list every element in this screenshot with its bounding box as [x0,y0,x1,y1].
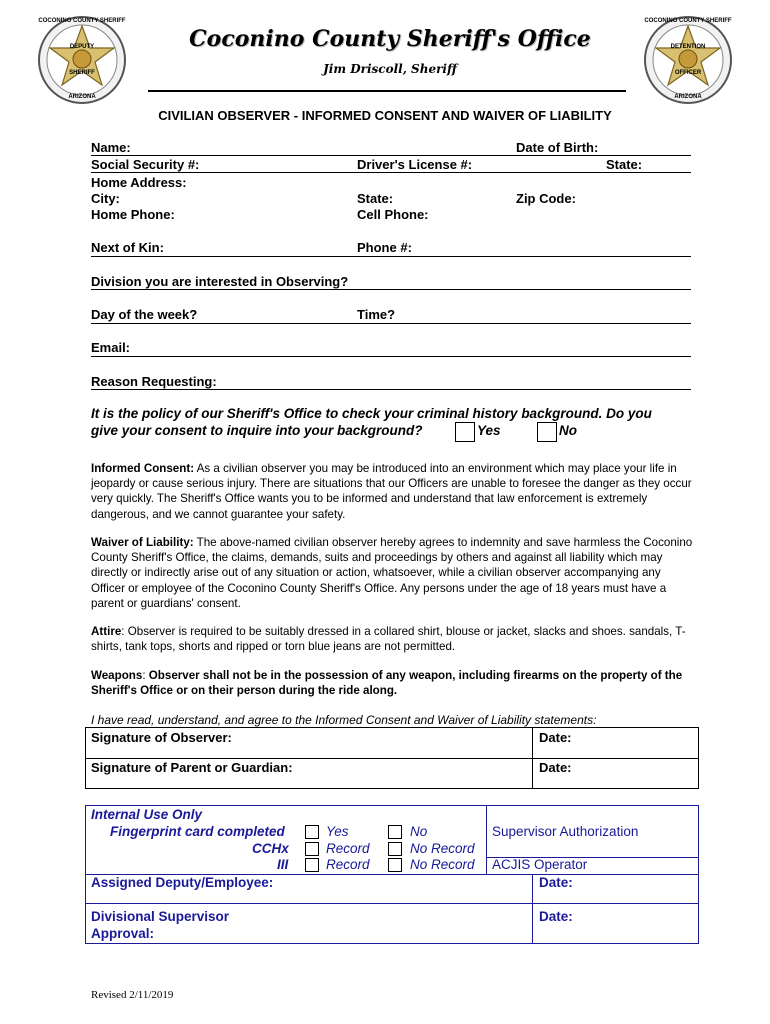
attire-paragraph [91,624,695,654]
drivers-license-label: Driver's License #: [357,157,473,172]
sheriff-badge-left [24,14,140,106]
badge-left-center-top: DEPUTY [69,44,95,50]
iii-no-record-checkbox[interactable] [388,858,402,872]
name-label: Name: [91,140,131,155]
internal-use-heading: Internal Use Only [91,807,203,822]
weapons-separator: : [142,669,149,682]
attire-label: Attire [91,625,122,638]
zip-label: Zip Code: [516,191,576,206]
consent-no-checkbox[interactable] [537,422,557,442]
fingerprint-yes-checkbox[interactable] [305,825,319,839]
fingerprint-no-checkbox[interactable] [388,825,402,839]
iii-no-record-label: No Record [410,857,475,872]
fingerprint-no-label: No [410,824,428,839]
informed-consent-text: As a civilian observer you may be introduced into an environment which may place your life in jeopardy or cause serious injury. There are situations that our Officers are unable to foresee the danger as they occur very quickly. The Sheriff's Office wants you to be informed and understand that law enforcement is extremely dangerous, and we cannot guarantee your safety. [91,462,692,521]
fingerprint-label: Fingerprint card completed [110,824,285,839]
ssn-line[interactable] [91,172,691,173]
divisional-supervisor-label: Divisional Supervisor [91,909,230,924]
cell-phone-label: Cell Phone: [357,207,429,222]
approval-date-label: Date: [539,909,573,924]
day-label: Day of the week? [91,307,198,322]
guardian-date-label: Date: [539,760,572,775]
sheriff-star-icon [630,14,746,106]
time-label: Time? [357,307,396,322]
acjis-operator-label: ACJIS Operator [492,857,588,872]
city-state-label: State: [357,191,394,206]
observer-date-label: Date: [539,730,572,745]
badge-right-center-top: DETENTION [670,44,706,50]
fingerprint-yes-label: Yes [326,824,349,839]
assigned-deputy-label: Assigned Deputy/Employee: [91,875,274,890]
home-address-label: Home Address: [91,175,187,190]
iii-label: III [277,857,289,872]
policy-line-2: give your consent to inquire into your background? [91,423,423,438]
guardian-signature-field[interactable] [86,758,532,787]
header-rule [148,90,626,92]
revision-footer: Revised 2/11/2019 [91,989,174,1001]
informed-consent-label: Informed Consent: [91,462,195,475]
form-title: CIVILIAN OBSERVER - INFORMED CONSENT AND WAIVER OF LIABILITY [158,108,612,123]
consent-yes-checkbox[interactable] [455,422,475,442]
acknowledge-statement: I have read, understand, and agree to the Informed Consent and Waiver of Liability statements: [91,713,597,727]
cchx-no-record-label: No Record [410,841,475,856]
dob-label: Date of Birth: [516,140,599,155]
cchx-no-record-checkbox[interactable] [388,842,402,856]
sheriff-name: Jim Driscoll, Sheriff [323,62,457,76]
division-line[interactable] [91,289,691,290]
badge-left-top-text: COCONINO COUNTY SHERIFF [38,18,126,24]
state-label: State: [606,157,643,172]
ssn-label: Social Security #: [91,157,200,172]
weapons-text: Observer shall not be in the possession of any weapon, including firearms on the property of the Sheriff's Office or on their person during the ride along. [91,669,683,698]
weapons-paragraph [91,668,695,698]
observer-signature-field[interactable] [86,728,532,757]
internal-divider-2 [532,874,533,943]
badge-right-center-bottom: OFFICER [674,70,702,76]
consent-no-label: No [559,423,577,438]
name-line[interactable] [91,155,691,156]
weapons-label: Weapons [91,669,143,682]
day-line[interactable] [91,323,691,324]
assigned-date-label: Date: [539,875,573,890]
informed-consent-paragraph [91,461,695,522]
badge-right-bottom-text: ARIZONA [674,94,702,100]
badge-left-bottom-text: ARIZONA [68,94,96,100]
waiver-paragraph [91,535,695,611]
observer-signature-label: Signature of Observer: [91,730,232,745]
supervisor-authorization-label: Supervisor Authorization [492,824,639,839]
email-label: Email: [91,340,131,355]
next-of-kin-line[interactable] [91,256,691,257]
home-phone-label: Home Phone: [91,207,175,222]
iii-record-label: Record [326,857,370,872]
sheriff-badge-right [630,14,746,106]
reason-label: Reason Requesting: [91,374,217,389]
internal-row-2 [86,903,698,904]
attire-text: : Observer is required to be suitably dressed in a collared shirt, blouse or jacket, slacks and shoes. sandals, T-shirts, tank tops, shorts and ripped or torn blue jeans are not permitted. [91,625,686,654]
approval-label: Approval: [91,926,155,941]
badge-left-center-bottom: SHERIFF [69,70,95,76]
policy-line-1: It is the policy of our Sheriff's Office to check your criminal history background. Do you [91,406,652,421]
waiver-text: The above-named civilian observer hereby agrees to indemnity and save harmless the Coconino County Sheriff's Office, the claims, demands, suits and proceedings by others and against all liability which may directly or indirectly arise out of any situation or action, whatsoever, while a civilian observer accompanying any Officer or employee of the Coconino County Sheriff's Office. Any persons under the age of 18 years must have a parent or guardians' consent. [91,536,693,610]
office-title: Coconino County Sheriff's Office [189,26,591,52]
cchx-record-checkbox[interactable] [305,842,319,856]
cchx-record-label: Record [326,841,370,856]
badge-right-top-text: COCONINO COUNTY SHERIFF [644,18,732,24]
city-label: City: [91,191,120,206]
division-label: Division you are interested in Observing? [91,274,349,289]
consent-yes-label: Yes [477,423,501,438]
sheriff-star-icon [24,14,140,106]
internal-divider-1 [486,806,487,874]
waiver-label: Waiver of Liability: [91,536,194,549]
next-of-kin-label: Next of Kin: [91,240,164,255]
guardian-signature-label: Signature of Parent or Guardian: [91,760,293,775]
email-line[interactable] [91,356,691,357]
phone-label: Phone #: [357,240,412,255]
iii-record-checkbox[interactable] [305,858,319,872]
reason-line[interactable] [91,389,691,390]
cchx-label: CCHx [252,841,289,856]
